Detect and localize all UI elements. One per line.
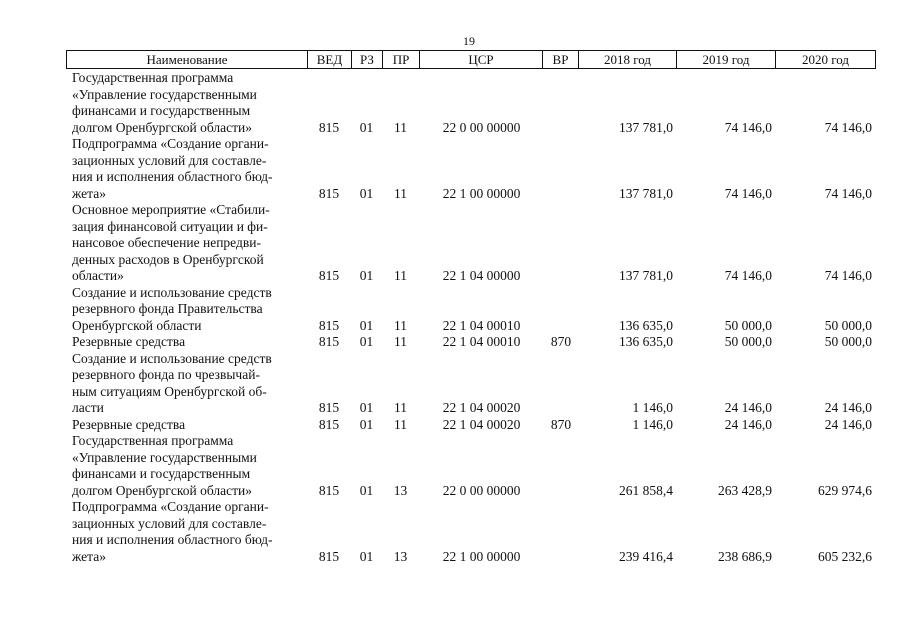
row-name	[72, 351, 297, 417]
pr-cell: 13	[393, 482, 408, 498]
amount-2018: 1 146,0	[632, 400, 673, 415]
row-name-line: Подпрограмма «Создание органи-	[72, 136, 269, 151]
row-name-line: Подпрограмма «Создание органи-	[72, 499, 269, 514]
csr-cell: 22 1 04 00020	[442, 400, 521, 415]
header-csr: ЦСР	[420, 51, 543, 68]
row-name-line: резервного фонда Правительства	[72, 301, 263, 316]
ved-cell: 815	[318, 416, 340, 432]
table-row	[0, 136, 905, 202]
row-name-line: Резервные средства	[72, 416, 186, 432]
amount-2020: 605 232,6	[818, 548, 872, 564]
amount-2019: 50 000,0	[724, 334, 772, 349]
vr-cell: 870	[550, 416, 572, 432]
ved-cell: 815	[318, 548, 340, 564]
row-name-line: нансовое обеспечение непредви-	[72, 235, 261, 250]
row-name-line: денных расходов в Оренбургской	[72, 251, 264, 267]
row-name-line: финансами и государственным	[72, 466, 251, 481]
header-rz: РЗ	[352, 51, 383, 68]
rz-cell: 01	[359, 317, 374, 333]
amount-2020: 74 146,0	[824, 119, 872, 135]
pr-cell: 11	[394, 119, 407, 135]
amount-2020: 50 000,0	[824, 317, 872, 333]
amount-2019: 263 428,9	[718, 482, 772, 498]
amount-2018: 239 416,4	[619, 548, 673, 564]
pr-cell: 11	[394, 400, 407, 415]
ved-cell: 815	[318, 317, 340, 333]
csr-cell: 22 1 04 00010	[442, 317, 521, 333]
row-name-line: «Управление государственными	[72, 449, 257, 465]
row-name-line: ния и исполнения областного бюд-	[72, 169, 273, 184]
ved-cell: 815	[318, 268, 340, 283]
csr-cell: 22 1 04 00000	[442, 268, 521, 283]
vr-cell: 870	[550, 334, 572, 349]
ved-cell: 815	[318, 334, 340, 349]
table-body	[0, 70, 905, 565]
amount-2019: 74 146,0	[724, 119, 772, 135]
row-name-line: Создание и использование средств	[72, 350, 272, 366]
rz-cell: 01	[359, 482, 374, 498]
amount-2019: 24 146,0	[724, 416, 772, 432]
table-row	[0, 70, 905, 136]
table-row	[0, 433, 905, 499]
csr-cell: 22 1 00 00000	[442, 185, 521, 201]
table-row	[0, 351, 905, 417]
header-vr: ВР	[543, 51, 579, 68]
header-ved: ВЕД	[308, 51, 352, 68]
amount-2020: 50 000,0	[824, 334, 872, 349]
amount-2018: 261 858,4	[619, 482, 673, 498]
amount-2019: 238 686,9	[718, 548, 772, 564]
table-row	[0, 499, 905, 565]
amount-2018: 136 635,0	[619, 317, 673, 333]
row-name	[72, 136, 297, 202]
page-number: 19	[463, 34, 475, 48]
amount-2018: 137 781,0	[619, 268, 673, 283]
row-name-line: долгом Оренбургской области»	[72, 482, 252, 498]
row-name-line: жета»	[72, 185, 106, 201]
pr-cell: 13	[393, 548, 408, 564]
amount-2018: 137 781,0	[619, 185, 673, 201]
amount-2018: 137 781,0	[619, 119, 673, 135]
ved-cell: 815	[318, 482, 340, 498]
pr-cell: 11	[394, 334, 407, 349]
table-row	[0, 285, 905, 335]
header-2018: 2018 год	[579, 51, 677, 68]
amount-2020: 74 146,0	[824, 185, 872, 201]
row-name-line: области»	[72, 268, 124, 283]
row-name-line: зация финансовой ситуации и фи-	[72, 218, 268, 234]
pr-cell: 11	[394, 185, 407, 201]
amount-2018: 136 635,0	[619, 334, 673, 349]
row-name	[72, 499, 297, 565]
row-name-line: Основное мероприятие «Стабили-	[72, 202, 270, 217]
header-name: Наименование	[67, 51, 308, 68]
csr-cell: 22 1 04 00020	[442, 416, 521, 432]
pr-cell: 11	[394, 317, 407, 333]
rz-cell: 01	[359, 119, 374, 135]
amount-2020: 74 146,0	[824, 268, 872, 283]
row-name-line: долгом Оренбургской области»	[72, 119, 252, 135]
row-name-line: ния и исполнения областного бюд-	[72, 532, 273, 547]
ved-cell: 815	[318, 185, 340, 201]
row-name-line: Создание и использование средств	[72, 284, 272, 300]
amount-2019: 24 146,0	[724, 400, 772, 415]
row-name-line: жета»	[72, 548, 106, 564]
rz-cell: 01	[359, 400, 374, 415]
row-name-line: Государственная программа	[72, 70, 234, 85]
row-name	[72, 70, 297, 136]
pr-cell: 11	[394, 416, 407, 432]
row-name-line: Резервные средства	[72, 334, 186, 349]
rz-cell: 01	[359, 268, 374, 283]
table-row	[0, 417, 905, 434]
rz-cell: 01	[359, 416, 374, 432]
row-name	[72, 433, 297, 499]
pr-cell: 11	[394, 268, 407, 283]
rz-cell: 01	[359, 334, 374, 349]
csr-cell: 22 1 00 00000	[442, 548, 521, 564]
rz-cell: 01	[359, 185, 374, 201]
amount-2019: 74 146,0	[724, 185, 772, 201]
row-name	[72, 334, 297, 351]
table-row	[0, 202, 905, 285]
header-pr: ПР	[383, 51, 420, 68]
table-row	[0, 334, 905, 351]
amount-2019: 74 146,0	[724, 268, 772, 283]
csr-cell: 22 0 00 00000	[442, 119, 521, 135]
row-name-line: ласти	[72, 400, 104, 415]
row-name-line: финансами и государственным	[72, 103, 251, 118]
row-name-line: зационных условий для составле-	[72, 152, 267, 168]
row-name	[72, 285, 297, 335]
amount-2020: 629 974,6	[818, 482, 872, 498]
row-name-line: резервного фонда по чрезвычай-	[72, 367, 260, 382]
row-name-line: Государственная программа	[72, 433, 234, 448]
csr-cell: 22 1 04 00010	[442, 334, 521, 349]
amount-2019: 50 000,0	[724, 317, 772, 333]
row-name-line: ным ситуациям Оренбургской об-	[72, 383, 267, 399]
table-header	[66, 50, 876, 69]
row-name-line: Оренбургской области	[72, 317, 202, 333]
ved-cell: 815	[318, 400, 340, 415]
row-name-line: «Управление государственными	[72, 86, 257, 102]
amount-2020: 24 146,0	[824, 416, 872, 432]
rz-cell: 01	[359, 548, 374, 564]
row-name	[72, 202, 297, 285]
header-2019: 2019 год	[677, 51, 776, 68]
row-name-line: зационных условий для составле-	[72, 515, 267, 531]
header-2020: 2020 год	[802, 52, 849, 67]
amount-2018: 1 146,0	[632, 416, 673, 432]
ved-cell: 815	[318, 119, 340, 135]
csr-cell: 22 0 00 00000	[442, 482, 521, 498]
row-name	[72, 417, 297, 434]
amount-2020: 24 146,0	[824, 400, 872, 415]
